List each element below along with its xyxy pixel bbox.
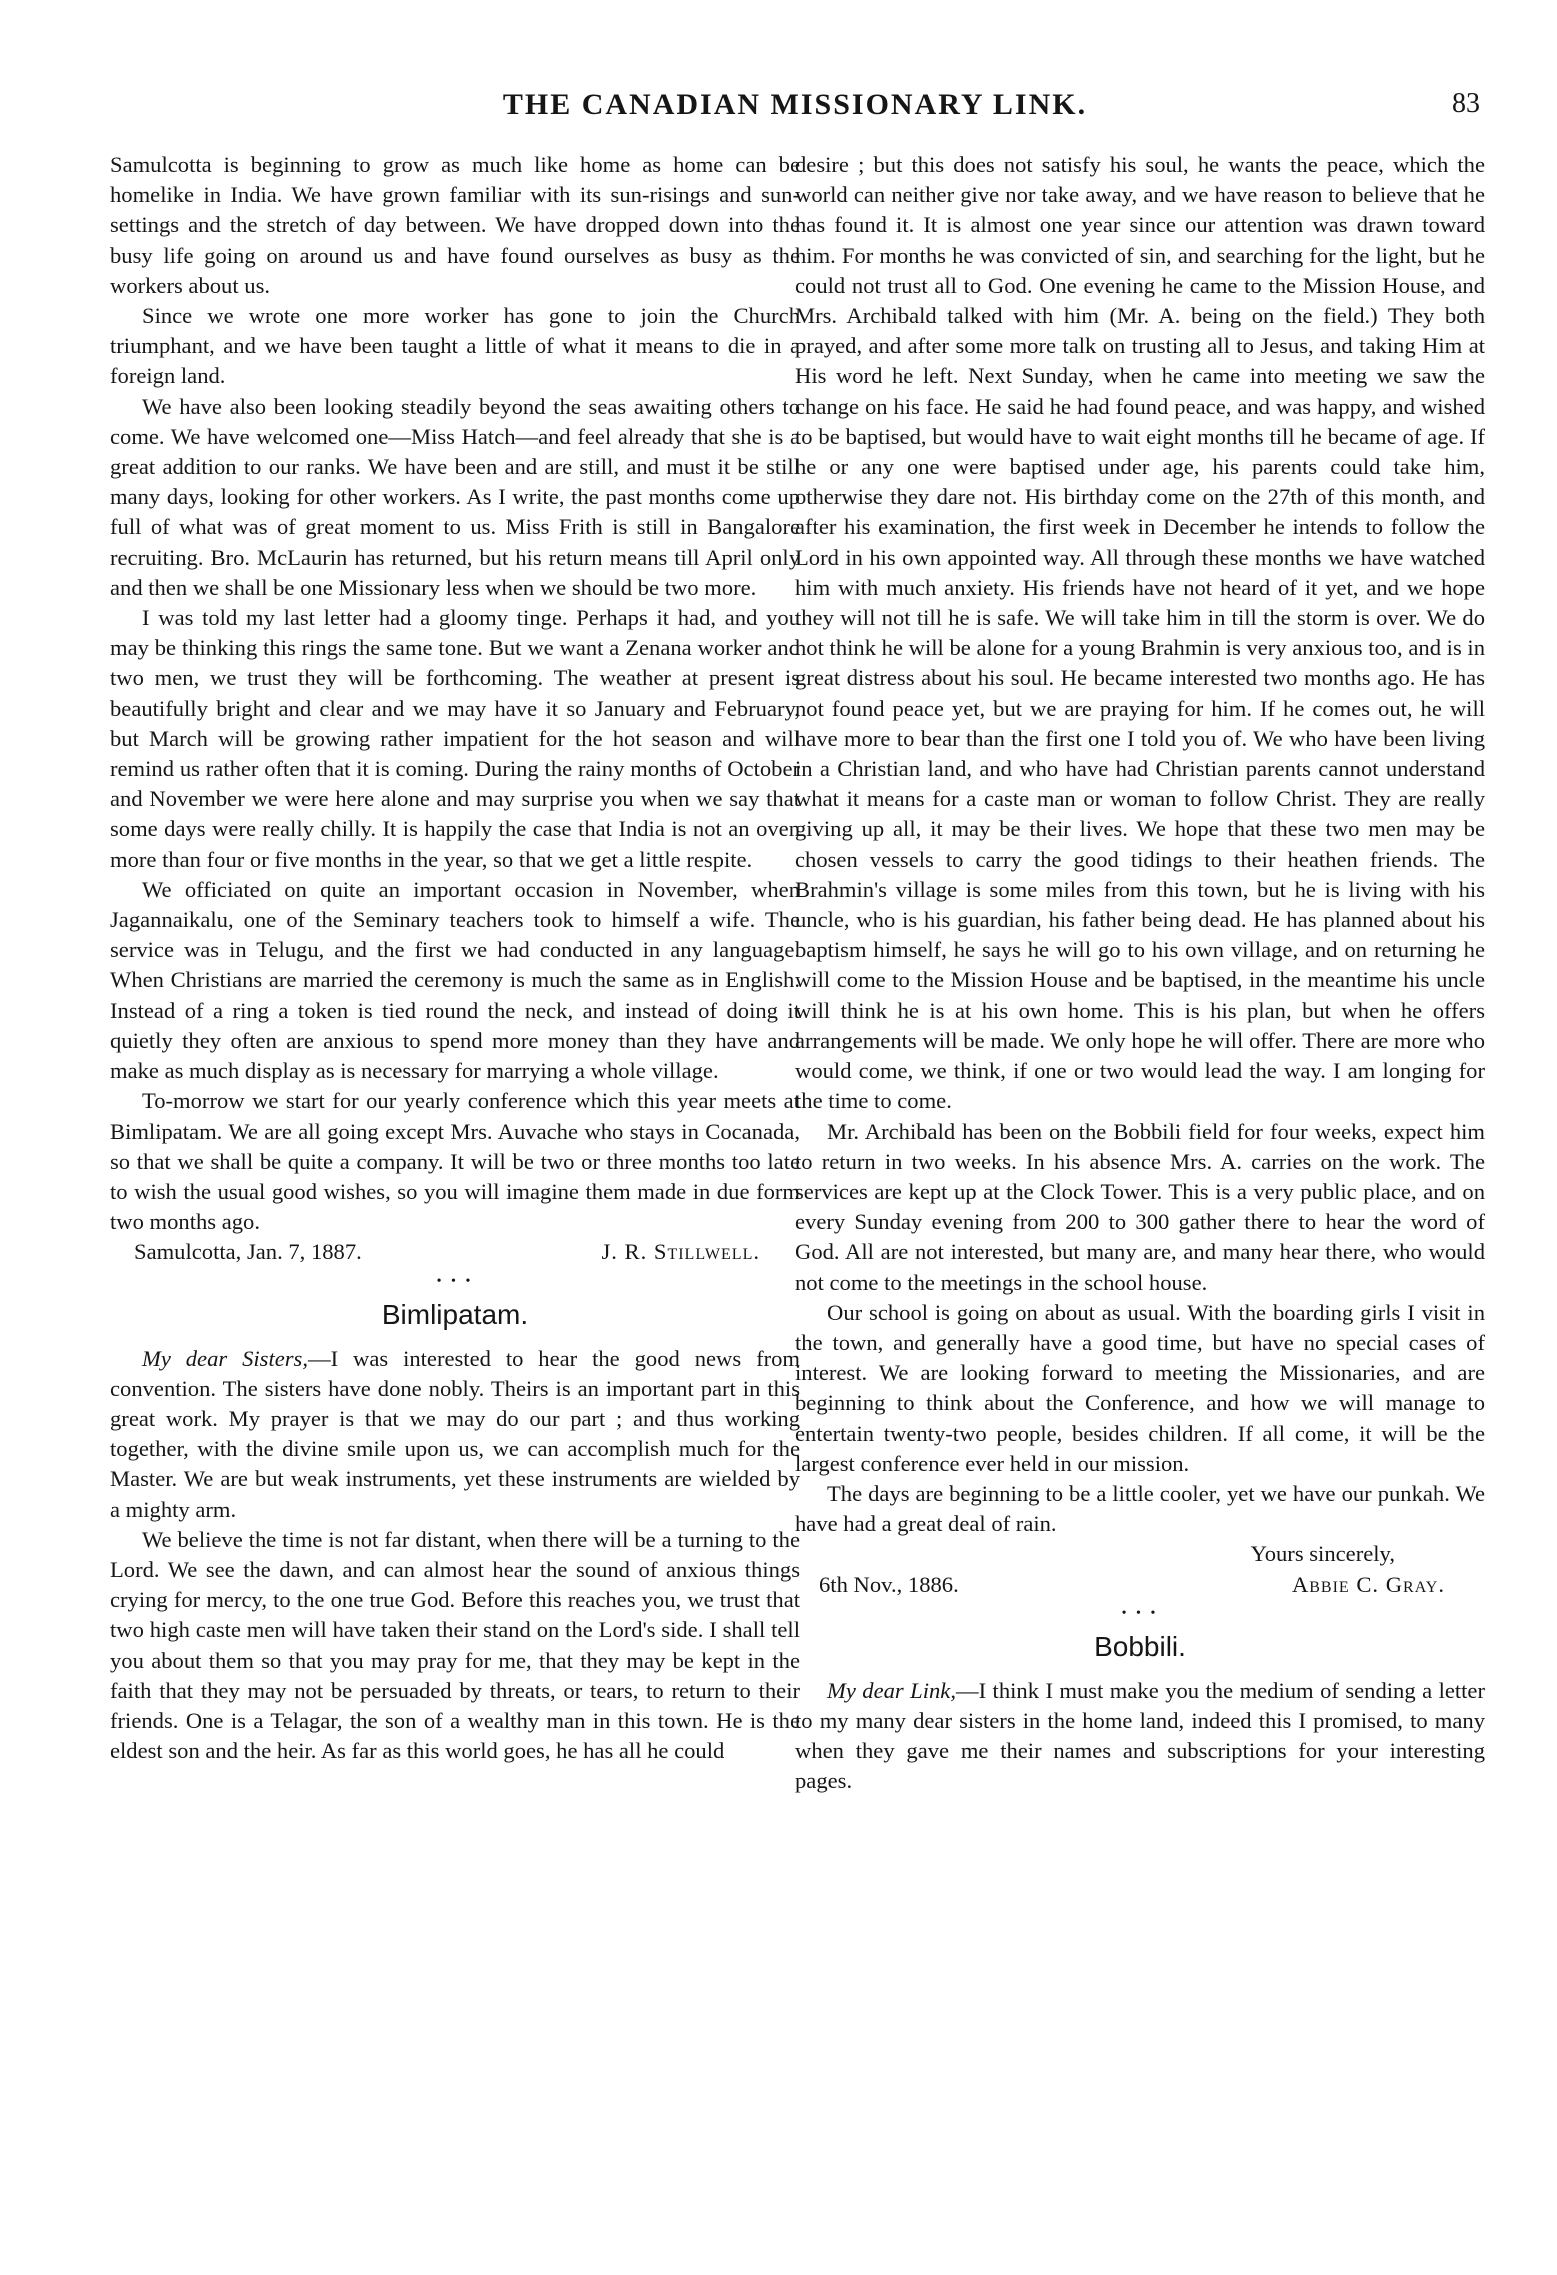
section-divider: • • • — [436, 1273, 474, 1289]
paragraph: Mr. Archibald has been on the Bobbili field for four weeks, expect him to return in two weeks. In his absence Mrs. A. carries on the work. The services are kept up at the Clock Tower. This is a very public place, and on every Sunday evening from 200 to 300 gather there to hear the word of God. All are not interested, but many are, and many hear there, who would not come to the meetings in the school house. — [795, 1118, 1485, 1295]
section-title-bimlipatam: Bimlipatam. — [381, 1298, 529, 1330]
paragraph: We officiated on quite an important occasion in November, when Jagannaikalu, one of the Seminary teachers took to himself a wife. The service was in Telugu, and the first we had conducted in any language. When Christians are married the ceremony is much the same as in English. Instead of a ring a token is tied round the neck, and instead of doing it quietly they often are anxious to spend more money than they have and make as much display as is necessary for marrying a whole village. — [110, 876, 800, 1084]
running-title: THE CANADIAN MISSIONARY LINK. — [502, 88, 1088, 121]
salutation: My dear Link, — [827, 1677, 956, 1703]
paragraph: desire ; but this does not satisfy his soul, he wants the peace, which the world can neither give nor take away, and we have reason to believe that he has found it. It is almost one year since our attention was drawn toward him. For months he was convicted of sin, and searching for the light, but he could not trust all to God. One evening he came to the Mission House, and Mrs. Archibald talked with him (Mr. A. being on the field.) They both prayed, and after some more talk on trusting all to Jesus, and taking Him at His word he left. Next Sunday, when he came into meeting we saw the change on his face. He said he had found peace, and was happy, and wished to be baptised, but would have to wait eight months till he became of age. If he or any one were baptised under age, his parents could take him, otherwise they dare not. His birthday come on the 27th of this month, and after his examination, the first week in December he intends to follow the Lord in his own appointed way. All through these months we have watched him with much anxiety. His friends have not heard of it yet, and we hope they will not till he is safe. We will take him in till the storm is over. We do not think he will be alone for a young Brahmin is very anxious too, and is in great distress about his soul. He became interested two months ago. He has not found peace yet, but we are praying for him. If he comes out, he will have more to bear than the first one I told you of. We who have been living in a Christian land, and who have had Christian parents cannot understand what it means for a caste man or woman to follow Christ. They are really giving up all, it may be their lives. We hope that these two men may be chosen vessels to carry the good tidings to their heathen friends. The Brahmin's village is some miles from this town, but he is living with his uncle, who is his guardian, his father being dead. He has planned about his baptism himself, he says he will go to his own village, and on returning he will come to the Mission House and be baptised, in the meantime his uncle will think he is at his own home. This is his plan, but when he offers arrangements will be made. We only hope he will offer. There are more who would come, we think, if one or two would lead the way. I am longing for the time to come. — [795, 152, 1485, 1114]
paragraph: We have also been looking steadily beyond the seas awaiting others to come. We have welcomed one—Miss Hatch—and feel already that she is a great addition to our ranks. We have been and are still, and must it be still many days, looking for other workers. As I write, the past months come up full of what was of great moment to us. Miss Frith is still in Bangalore recruiting. Bro. McLaurin has returned, but his return means till April only and then we shall be one Missionary less when we should be two more. — [110, 393, 800, 600]
paragraph: The days are beginning to be a little cooler, yet we have our punkah. We have had a great deal of rain. — [795, 1480, 1485, 1537]
paragraph — [110, 1344, 800, 1525]
signature: J. R. Stillwell. — [601, 1239, 760, 1265]
page-number: 83 — [1452, 88, 1480, 119]
paragraph: Since we wrote one more worker has gone to join the Church triumphant, and we have been taught a little of what it means to die in a foreign land. — [110, 303, 800, 389]
paragraph: I was told my last letter had a gloomy tinge. Perhaps it had, and you may be thinking this rings the same tone. But we want a Zenana worker and two men, we trust they will be forthcoming. The weather at present is beautifully bright and clear and we may have it so January and February, but March will be growing rather impatient for the hot season and will remind us rather often that it is coming. During the rainy months of October and November we were here alone and may surprise you when we say that some days were really chilly. It is happily the case that India is not an oven more than four or five months in the year, so that we get a little respite. — [110, 605, 800, 872]
paragraph: Samulcotta is beginning to grow as much like home as home can be homelike in India. We have grown familiar with its sun-risings and sun-settings and the stretch of day between. We have dropped down into the busy life going on around us and have found ourselves as busy as the workers about us. — [110, 152, 800, 298]
signature: Abbie C. Gray. — [1291, 1571, 1445, 1597]
paragraph-text: —I think I must make you the medium of sending a letter to my many dear sisters in the home land, indeed this I promised, to many when they gave me their names and subscriptions for your interesting pages. — [795, 1677, 1485, 1794]
paragraph: To-morrow we start for our yearly conference which this year meets at Bimlipatam. We are all going except Mrs. Auvache who stays in Cocanada, so that we shall be quite a company. It will be two or three months too late to wish the usual good wishes, so you will imagine them made in due form two months ago. — [110, 1088, 800, 1235]
left-column — [110, 150, 800, 1766]
place-date: Samulcotta, Jan. 7, 1887. — [134, 1239, 362, 1265]
closing: Yours sincerely, — [1250, 1541, 1395, 1567]
section-title-bobbili: Bobbili. — [1094, 1630, 1186, 1662]
date: 6th Nov., 1886. — [819, 1571, 959, 1597]
right-column — [795, 150, 1485, 1797]
paragraph — [795, 1676, 1485, 1797]
section-divider: • • • — [1121, 1605, 1159, 1621]
letter-signoff — [110, 1237, 800, 1267]
salutation: My dear Sisters, — [142, 1345, 308, 1371]
page-header — [110, 88, 1480, 128]
letter-signoff — [795, 1570, 1485, 1600]
paragraph: Our school is going on about as usual. With the boarding girls I visit in the town, and generally have a good time, but have no special cases of interest. We are looking forward to meeting the Missionaries, and are beginning to think about the Conference, and how we will manage to entertain twenty-two people, besides children. If all come, it will be the largest conference ever held in our mission. — [795, 1299, 1485, 1476]
paragraph: We believe the time is not far distant, when there will be a turning to the Lord. We see the dawn, and can almost hear the sound of anxious things crying for mercy, to the one true God. Before this reaches you, we trust that two high caste men will have taken their stand on the Lord's side. I shall tell you about them so that you may pray for me, that they may be kept in the faith that they may not be persuaded by threats, or tears, to return to their friends. One is a Telagar, the son of a wealthy man in this town. He is the eldest son and the heir. As far as this world goes, he has all he could — [110, 1526, 800, 1764]
paragraph-text: —I was interested to hear the good news from convention. The sisters have done nobly. Theirs is an important part in this great work. My prayer is that we may do our part ; and thus working together, with the divine smile upon us, we can accomplish much for the Master. We are but weak instruments, yet these instruments are wielded by a mighty arm. — [110, 1345, 800, 1522]
